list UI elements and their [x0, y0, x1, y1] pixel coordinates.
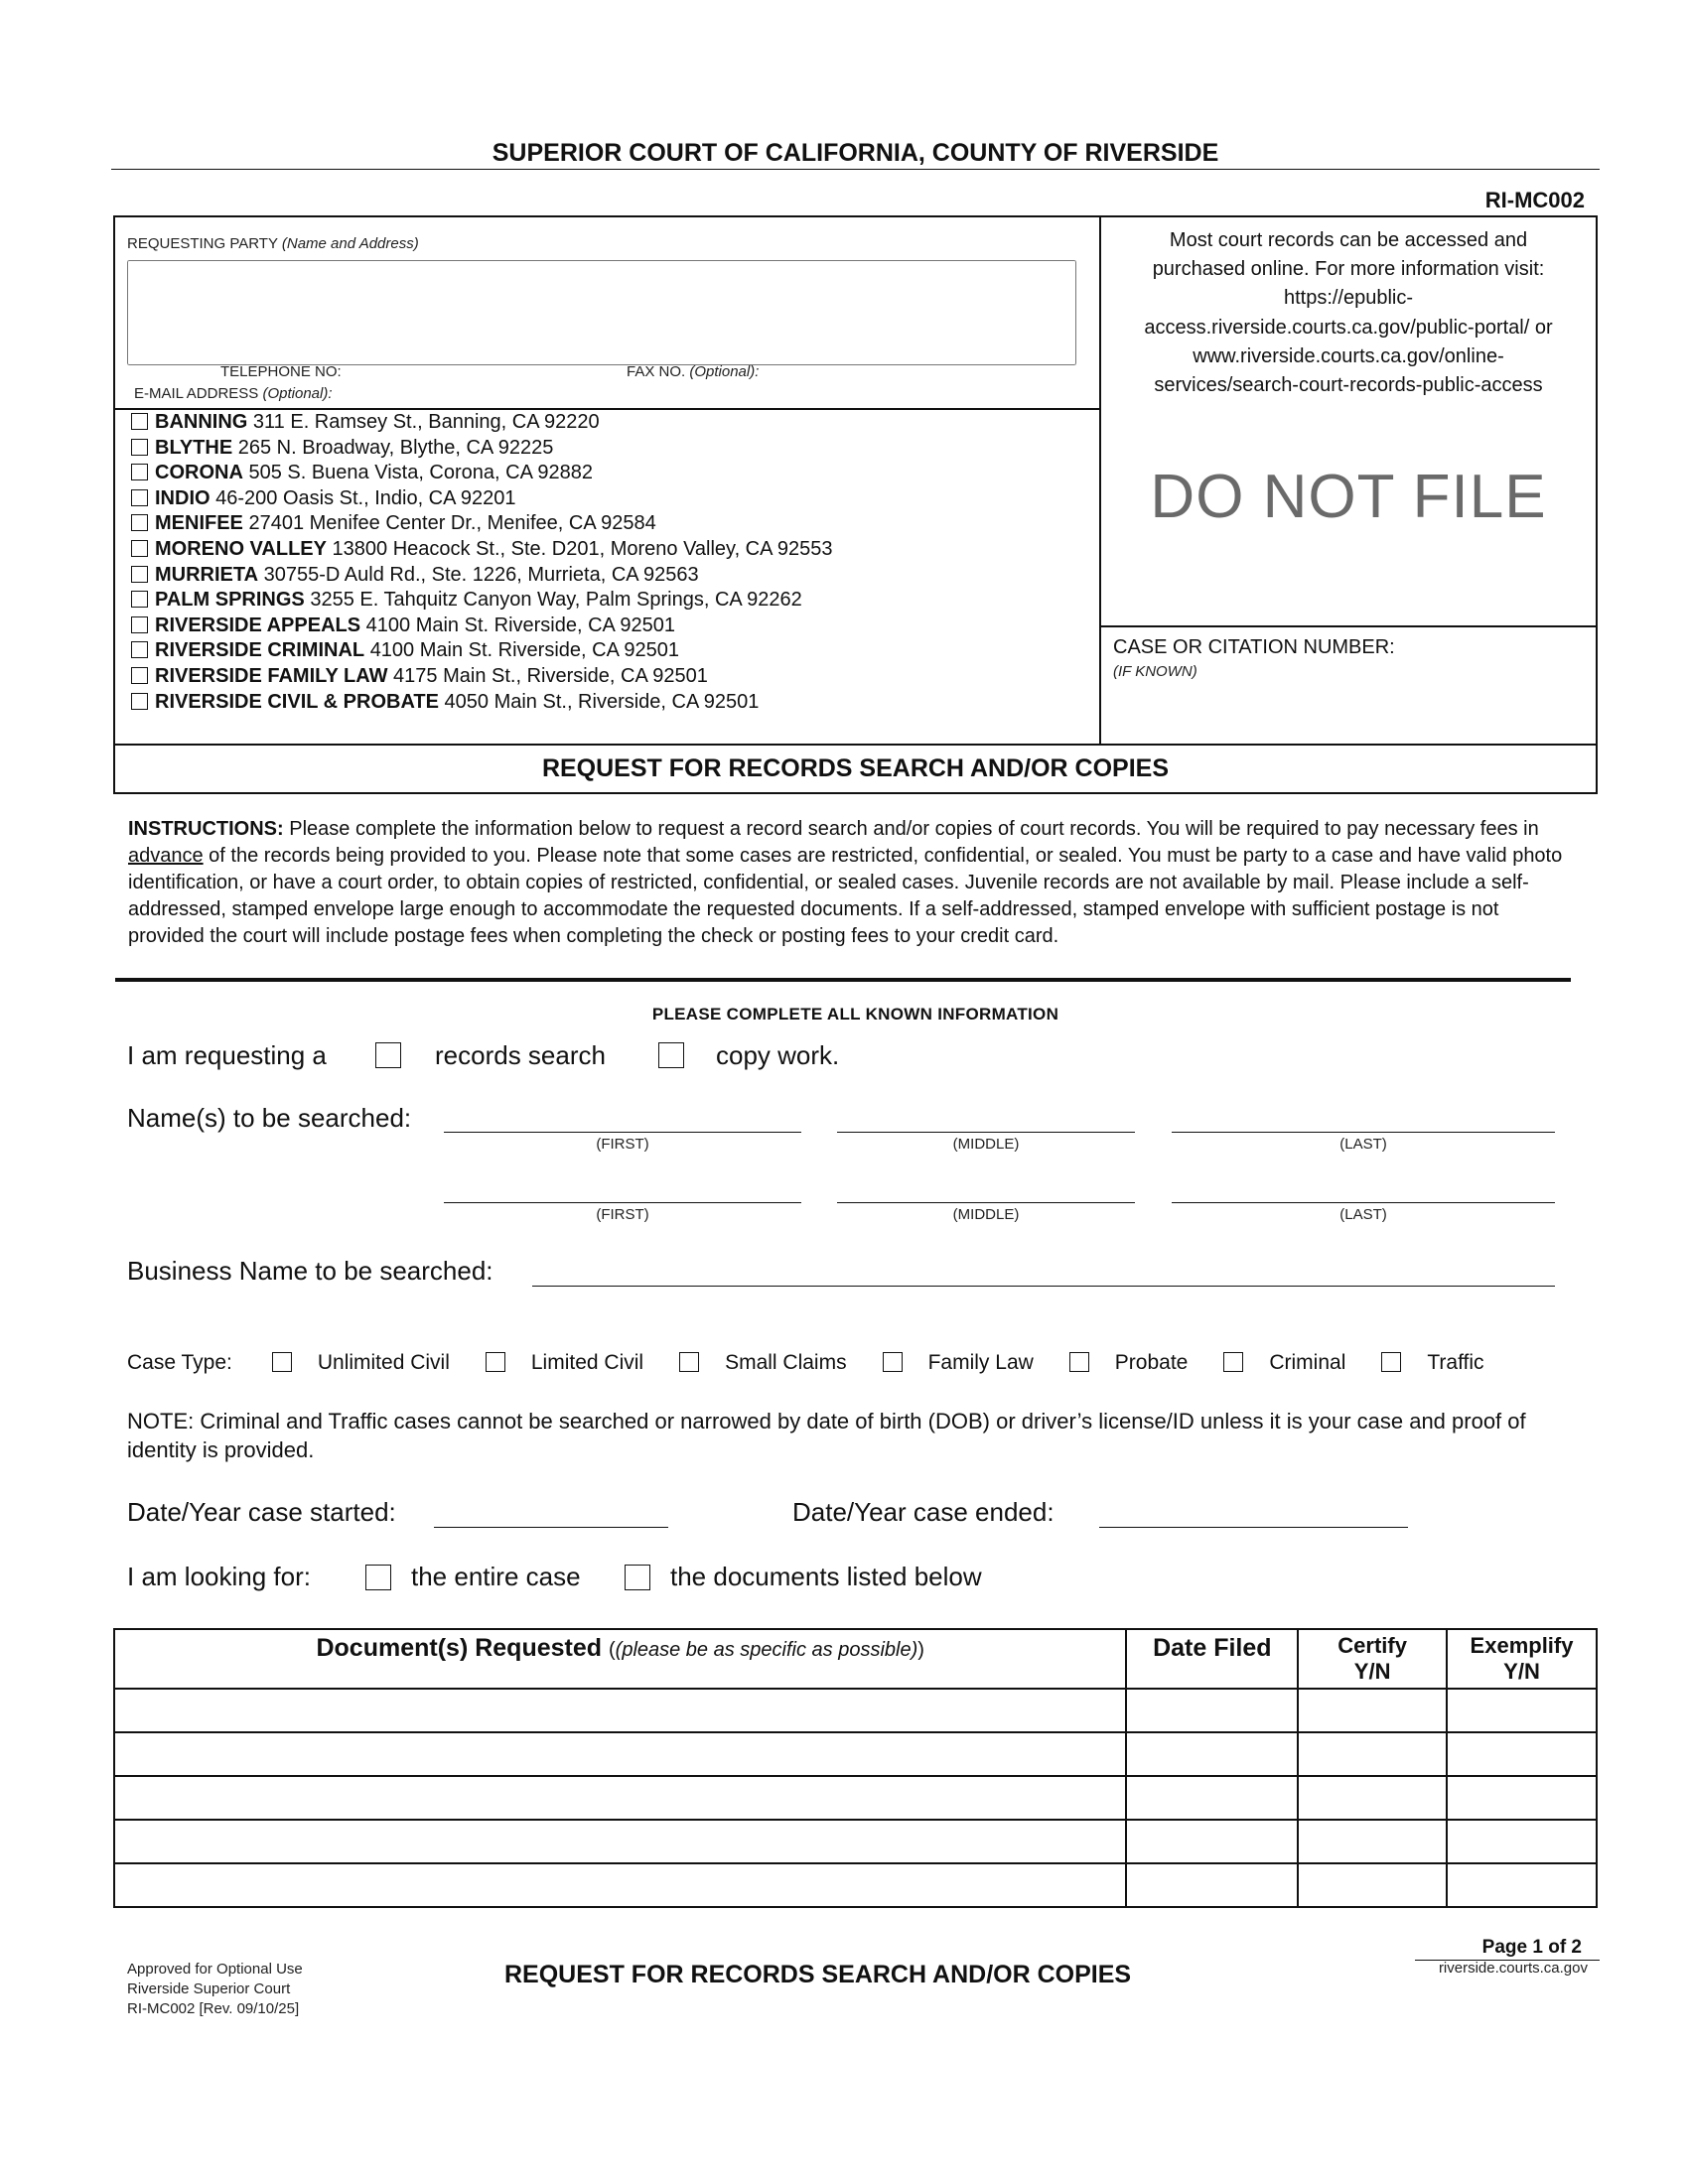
court-option-riverside-civil-probate[interactable]: [131, 690, 833, 716]
documents-listed-label: the documents listed below: [670, 1562, 982, 1591]
case-type-checkbox[interactable]: [486, 1352, 505, 1372]
court-address: 46-200 Oasis St., Indio, CA 92201: [215, 486, 516, 509]
instructions: INSTRUCTIONS: Please complete the information below to request a record search and/or copies of court records. You will be required to pay necessary fees in advance of the records being provided to you. Please note that some cases are restricted, confidential, or sealed. You must be party to a case and have valid photo identification, or have a court order, to obtain copies of restricted, confidential, or sealed cases. Juvenile records are not available by mail. Please include a self-addressed, stamped envelope large enough to accommodate the requested documents. If a self-addressed, stamped envelope with sufficient postage is not provided the court will include postage fees when completing the check or posting fees to your credit card.: [128, 818, 1563, 947]
date-filed-cell[interactable]: [1126, 1776, 1298, 1820]
court-checkbox[interactable]: [131, 540, 148, 557]
documents-table-header: [114, 1629, 1597, 1689]
case-type-checkbox[interactable]: [1223, 1352, 1243, 1372]
court-option-palm-springs[interactable]: [131, 588, 833, 614]
business-label: Business Name to be searched:: [127, 1256, 493, 1286]
entire-case-label: the entire case: [411, 1562, 581, 1591]
court-checkbox[interactable]: [131, 641, 148, 658]
case-type-option-traffic[interactable]: [1381, 1351, 1483, 1374]
page-number: Page 1 of 2: [1481, 1937, 1582, 1958]
certify-cell[interactable]: [1298, 1820, 1447, 1863]
date-filed-cell[interactable]: [1126, 1820, 1298, 1863]
court-option-menifee[interactable]: [131, 511, 833, 537]
records-search-label: records search: [435, 1040, 606, 1070]
middle-name-line-1[interactable]: [837, 1132, 1135, 1133]
court-checkbox[interactable]: [131, 667, 148, 684]
court-option-corona[interactable]: [131, 461, 833, 486]
middle-caption-2: (MIDDLE): [952, 1206, 1020, 1223]
last-caption-2: (LAST): [1339, 1206, 1387, 1223]
looking-for-label: I am looking for:: [127, 1562, 311, 1591]
complete-all-note: PLEASE COMPLETE ALL KNOWN INFORMATION: [651, 1005, 1059, 1024]
court-address: 4100 Main St. Riverside, CA 92501: [365, 614, 675, 636]
last-name-line-2[interactable]: [1172, 1202, 1555, 1203]
court-option-riverside-family-law[interactable]: [131, 664, 833, 690]
telephone-label: TELEPHONE NO:: [220, 363, 342, 380]
certify-cell[interactable]: [1298, 1689, 1447, 1732]
court-name: RIVERSIDE APPEALS: [155, 614, 361, 636]
court-option-indio[interactable]: [131, 486, 833, 512]
case-type-option-limited-civil[interactable]: [486, 1351, 643, 1374]
case-type-label: Case Type:: [127, 1351, 232, 1374]
instructions-rule: [115, 978, 1571, 982]
exemplify-cell[interactable]: [1447, 1776, 1597, 1820]
court-address: 30755-D Auld Rd., Ste. 1226, Murrieta, CA 92563: [263, 563, 699, 586]
document-row: [114, 1689, 1597, 1732]
case-type-option-criminal[interactable]: [1223, 1351, 1345, 1374]
document-row: [114, 1732, 1597, 1776]
last-name-line-1[interactable]: [1172, 1132, 1555, 1133]
case-type-option-unlimited-civil[interactable]: [272, 1351, 450, 1374]
documents-column-hint: ((please be as specific as possible)): [608, 1639, 924, 1661]
last-caption-1: (LAST): [1339, 1136, 1387, 1153]
fax-input[interactable]: [779, 358, 1081, 382]
document-cell[interactable]: [114, 1863, 1126, 1907]
case-type-option-label: Criminal: [1269, 1351, 1346, 1374]
request-type-label: I am requesting a: [127, 1040, 327, 1070]
court-option-murrieta[interactable]: [131, 563, 833, 589]
form-title: REQUEST FOR RECORDS SEARCH AND/OR COPIES: [541, 754, 1170, 782]
court-checkbox[interactable]: [131, 693, 148, 710]
case-type-option-label: Family Law: [927, 1351, 1034, 1374]
caption-divider-case: [1099, 625, 1598, 627]
court-name: MURRIETA: [155, 563, 259, 586]
case-number-hint: (IF KNOWN): [1113, 663, 1197, 680]
court-address: 13800 Heacock St., Ste. D201, Moreno Valley, CA 92553: [332, 537, 833, 560]
exemplify-cell[interactable]: [1447, 1689, 1597, 1732]
court-name: MENIFEE: [155, 512, 243, 535]
document-cell[interactable]: [114, 1776, 1126, 1820]
court-checkbox[interactable]: [131, 616, 148, 633]
date-filed-cell[interactable]: [1126, 1689, 1298, 1732]
case-type-checkbox[interactable]: [679, 1352, 699, 1372]
online-info: Most court records can be accessed and purchased online. For more information visit: https://epublic- access.riverside.courts.ca.gov/public-portal/ or www.riverside.courts.ca.gov/online- services/search-court-records-public-access: [1144, 229, 1553, 397]
date-started-line[interactable]: [434, 1527, 668, 1528]
caption-divider-vertical: [1099, 215, 1101, 745]
case-type-row: [127, 1351, 1520, 1375]
date-started-label: Date/Year case started:: [127, 1497, 396, 1527]
court-checkbox[interactable]: [131, 591, 148, 608]
copy-work-label: copy work.: [716, 1040, 840, 1070]
court-address: 4100 Main St. Riverside, CA 92501: [369, 639, 679, 662]
records-search-checkbox[interactable]: [375, 1042, 401, 1068]
header-rule: [111, 169, 1600, 170]
court-name: BANNING: [155, 411, 248, 433]
court-address: 505 S. Buena Vista, Corona, CA 92882: [248, 462, 593, 484]
requesting-party-hint: (Name and Address): [281, 235, 419, 252]
email-input[interactable]: [362, 381, 1061, 405]
middle-name-line-2[interactable]: [837, 1202, 1135, 1203]
first-caption-2: (FIRST): [596, 1206, 649, 1223]
court-name: RIVERSIDE CRIMINAL: [155, 639, 365, 662]
court-name: RIVERSIDE FAMILY LAW: [155, 664, 388, 687]
document-cell[interactable]: [114, 1820, 1126, 1863]
documents-listed-checkbox[interactable]: [625, 1565, 650, 1590]
business-name-line[interactable]: [532, 1286, 1555, 1287]
names-label: Name(s) to be searched:: [127, 1103, 412, 1133]
case-type-checkbox[interactable]: [1381, 1352, 1401, 1372]
case-type-option-label: Limited Civil: [530, 1351, 644, 1374]
exemplify-cell[interactable]: [1447, 1820, 1597, 1863]
date-filed-cell[interactable]: [1126, 1863, 1298, 1907]
court-checkbox[interactable]: [131, 413, 148, 430]
footer-title: REQUEST FOR RECORDS SEARCH AND/OR COPIES: [504, 1961, 1132, 1988]
date-filed-cell[interactable]: [1126, 1732, 1298, 1776]
entire-case-checkbox[interactable]: [365, 1565, 391, 1590]
document-row: [114, 1776, 1597, 1820]
certify-column-header: Certify Y/N: [1298, 1629, 1447, 1689]
court-option-banning[interactable]: [131, 410, 833, 436]
court-address: 4175 Main St., Riverside, CA 92501: [393, 664, 708, 687]
date-ended-line[interactable]: [1099, 1527, 1408, 1528]
document-cell[interactable]: [114, 1732, 1126, 1776]
court-option-moreno-valley[interactable]: [131, 537, 833, 563]
court-name: INDIO: [155, 486, 211, 509]
court-title: SUPERIOR COURT OF CALIFORNIA, COUNTY OF RIVERSIDE: [492, 139, 1219, 167]
court-name: MORENO VALLEY: [155, 537, 327, 560]
case-type-checkbox[interactable]: [272, 1352, 292, 1372]
requesting-party-label: REQUESTING PARTY (Name and Address): [127, 235, 419, 252]
court-name: CORONA: [155, 462, 243, 484]
footer-website: riverside.courts.ca.gov: [1438, 1960, 1588, 1977]
court-address: 4050 Main St., Riverside, CA 92501: [444, 690, 760, 713]
document-row: [114, 1863, 1597, 1907]
case-type-option-label: Small Claims: [725, 1351, 847, 1374]
court-option-riverside-appeals[interactable]: [131, 614, 833, 639]
court-checkbox[interactable]: [131, 439, 148, 456]
court-name: BLYTHE: [155, 436, 233, 459]
case-type-checkbox[interactable]: [1069, 1352, 1089, 1372]
criminal-traffic-note: NOTE: Criminal and Traffic cases cannot be searched or narrowed by date of birth (DOB) or driver’s license/ID unless it is your case and proof of identity is provided.: [127, 1409, 1526, 1462]
certify-cell[interactable]: [1298, 1776, 1447, 1820]
exemplify-column-header: Exemplify Y/N: [1447, 1629, 1597, 1689]
court-checkbox[interactable]: [131, 514, 148, 531]
form-number: RI-MC002: [1484, 188, 1585, 212]
document-cell[interactable]: [114, 1689, 1126, 1732]
fax-label: FAX NO. (Optional):: [627, 363, 760, 380]
copy-work-checkbox[interactable]: [658, 1042, 684, 1068]
document-row: [114, 1820, 1597, 1863]
documents-column-header: Document(s) Requested ((please be as specific as possible)): [114, 1629, 1126, 1689]
court-location-list: [131, 410, 833, 715]
date-filed-column-header: Date Filed: [1126, 1629, 1298, 1689]
case-type-option-label: Traffic: [1427, 1351, 1484, 1374]
court-checkbox[interactable]: [131, 464, 148, 480]
instructions-label: INSTRUCTIONS:: [128, 818, 284, 840]
court-address: 311 E. Ramsey St., Banning, CA 92220: [252, 411, 600, 433]
court-option-riverside-criminal[interactable]: [131, 638, 833, 664]
certify-cell[interactable]: [1298, 1863, 1447, 1907]
court-checkbox[interactable]: [131, 489, 148, 506]
case-type-option-label: Probate: [1114, 1351, 1189, 1374]
first-name-line-2[interactable]: [444, 1202, 801, 1203]
case-type-option-probate[interactable]: [1069, 1351, 1189, 1374]
first-caption-1: (FIRST): [596, 1136, 649, 1153]
case-number-input[interactable]: [1113, 695, 1584, 727]
court-checkbox[interactable]: [131, 566, 148, 583]
middle-caption-1: (MIDDLE): [952, 1136, 1020, 1153]
email-label: E-MAIL ADDRESS (Optional):: [134, 385, 333, 402]
court-address: 265 N. Broadway, Blythe, CA 92225: [237, 436, 554, 459]
case-type-option-family-law[interactable]: [883, 1351, 1034, 1374]
first-name-line-1[interactable]: [444, 1132, 801, 1133]
court-name: RIVERSIDE CIVIL & PROBATE: [155, 690, 439, 713]
case-number-label: CASE OR CITATION NUMBER:: [1113, 636, 1395, 658]
exemplify-cell[interactable]: [1447, 1732, 1597, 1776]
caption-divider-title: [113, 744, 1598, 746]
documents-table-body: [114, 1689, 1597, 1907]
court-option-blythe[interactable]: [131, 436, 833, 462]
court-address: 3255 E. Tahquitz Canyon Way, Palm Springs, CA 92262: [310, 589, 802, 612]
documents-table: [113, 1628, 1598, 1908]
certify-cell[interactable]: [1298, 1732, 1447, 1776]
date-ended-label: Date/Year case ended:: [792, 1497, 1055, 1527]
case-type-option-label: Unlimited Civil: [317, 1351, 450, 1374]
requesting-party-input[interactable]: [127, 260, 1076, 365]
case-type-option-small-claims[interactable]: [679, 1351, 847, 1374]
court-address: 27401 Menifee Center Dr., Menifee, CA 92584: [248, 512, 656, 535]
do-not-file-watermark: DO NOT FILE: [1150, 463, 1547, 531]
exemplify-cell[interactable]: [1447, 1863, 1597, 1907]
court-name: PALM SPRINGS: [155, 589, 305, 612]
approval-note: Approved for Optional Use Riverside Superior Court RI-MC002 [Rev. 09/10/25]: [127, 1961, 303, 2017]
case-type-checkbox[interactable]: [883, 1352, 903, 1372]
telephone-input[interactable]: [357, 358, 610, 382]
